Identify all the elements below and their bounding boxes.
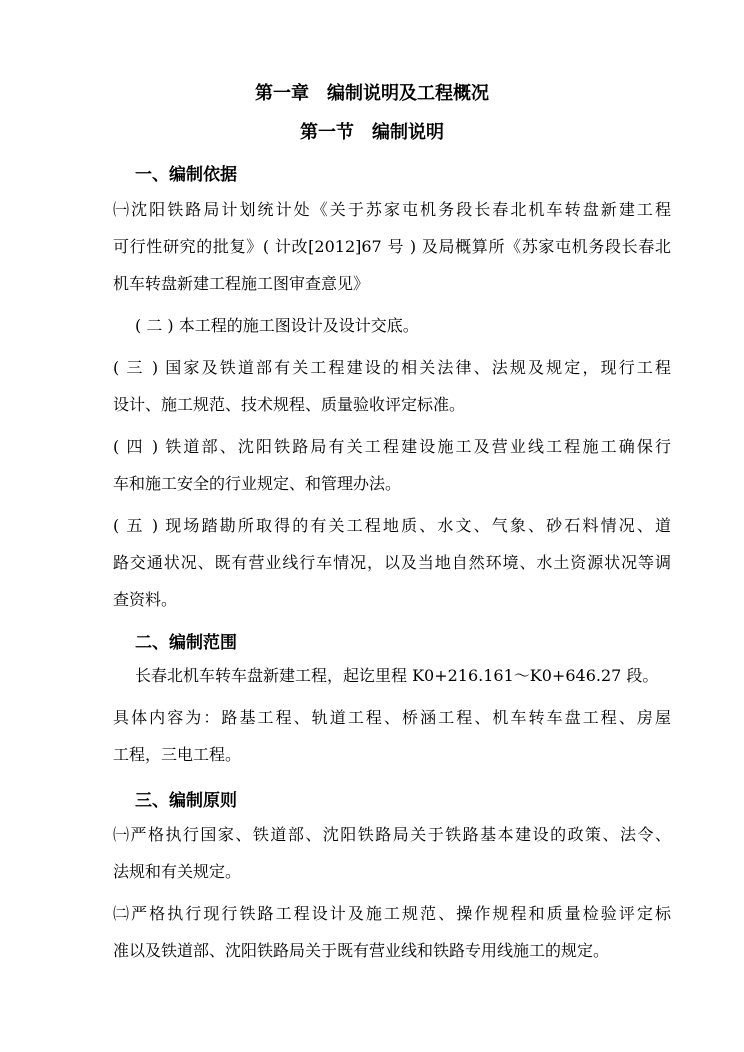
paragraph-line: ( 四 ) 铁道部、沈阳铁路局有关工程建设施工及营业线工程施工确保行 (113, 437, 671, 456)
paragraph-line: 查资料。 (113, 590, 178, 609)
paragraph-line: ( 二 ) 本工程的施工图设计及设计交底。 (135, 316, 419, 335)
paragraph-line: 路交通状况、既有营业线行车情况，以及当地自然环境、水土资源状况等调 (113, 553, 671, 572)
heading-scope: 二、编制范围 (135, 633, 237, 653)
paragraph-line: 车和施工安全的行业规定、和管理办法。 (113, 474, 402, 493)
section-title: 第一节 编制说明 (300, 122, 444, 143)
paragraph-line: ㈠沈阳铁路局计划统计处《关于苏家屯机务段长春北机车转盘新建工程 (113, 200, 671, 219)
paragraph-line: 可行性研究的批复》( 计改[2012]67 号 ) 及局概算所《苏家屯机务段长春北 (113, 237, 671, 256)
paragraph-line: ( 五 ) 现场踏勘所取得的有关工程地质、水文、气象、砂石料情况、道 (113, 516, 671, 535)
chapter-title: 第一章 编制说明及工程概况 (255, 83, 489, 104)
paragraph-line: 长春北机车转车盘新建工程，起讫里程 K0+216.161～K0+646.27 段。 (135, 666, 659, 685)
paragraph-line: ㈠严格执行国家、铁道部、沈阳铁路局关于铁路基本建设的政策、法令、 (113, 825, 671, 844)
paragraph-line: ㈡严格执行现行铁路工程设计及施工规范、操作规程和质量检验评定标 (113, 904, 671, 923)
paragraph-line: 法规和有关规定。 (113, 862, 242, 881)
heading-principles: 三、编制原则 (135, 791, 237, 811)
paragraph-line: 准以及铁道部、沈阳铁路局关于既有营业线和铁路专用线施工的规定。 (113, 941, 610, 960)
paragraph-line: ( 三 ) 国家及铁道部有关工程建设的相关法律、法规及规定，现行工程 (113, 358, 671, 377)
paragraph-line: 机车转盘新建工程施工图审查意见》 (113, 274, 370, 293)
paragraph-line: 具体内容为：路基工程、轨道工程、桥涵工程、机车转车盘工程、房屋 (113, 708, 671, 727)
paragraph-line: 工程，三电工程。 (113, 745, 242, 764)
heading-basis: 一、编制依据 (135, 165, 237, 185)
paragraph-line: 设计、施工规范、技术规程、质量验收评定标准。 (113, 395, 466, 414)
